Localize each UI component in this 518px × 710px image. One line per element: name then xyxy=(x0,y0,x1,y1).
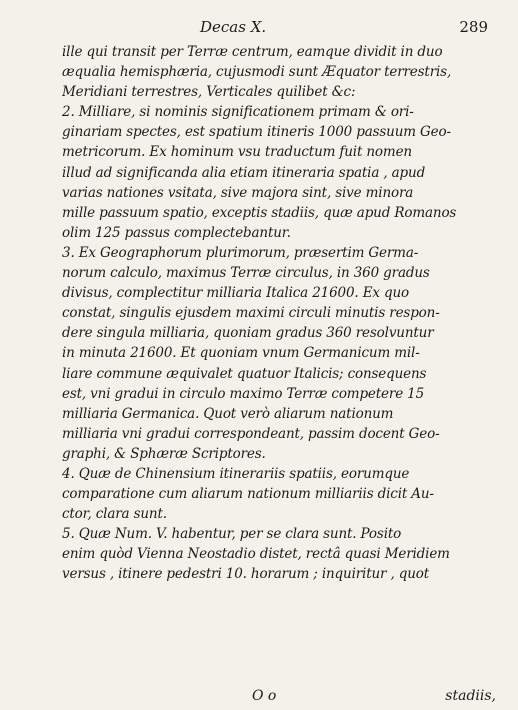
signature-mark: O o xyxy=(252,688,277,704)
text-line: norum calculo, maximus Terræ circulus, in 360 gradus xyxy=(62,265,430,282)
running-head: Decas X. xyxy=(200,18,267,36)
text-line: 3. Ex Geographorum plurimorum, præsertim Germa- xyxy=(62,244,419,261)
text-line: versus , itinere pedestri 10. horarum ; inquiritur , quot xyxy=(62,566,430,583)
text-line: ginariam spectes, est spatium itineris 1000 passuum Geo- xyxy=(62,124,451,141)
text-line: dere singula milliaria, quoniam gradus 360 resolvuntur xyxy=(62,325,434,342)
catchword-line xyxy=(60,688,500,708)
text-line: 4. Quæ de Chinensium itinerariis spatiis, eorumque xyxy=(62,465,410,482)
text-line: olim 125 passus complectebantur. xyxy=(62,224,291,241)
text-line: enim quòd Vienna Neostadio distet, rectâ quasi Meridiem xyxy=(62,546,450,563)
text-line: graphi, & Sphæræ Scriptores. xyxy=(62,445,266,462)
text-line: metricorum. Ex hominum vsu traductum fuit nomen xyxy=(62,144,412,161)
text-line: mille passuum spatio, exceptis stadiis, quæ apud Romanos xyxy=(62,204,457,221)
body-text xyxy=(62,42,500,585)
text-line: 5. Quæ Num. V. habentur, per se clara sunt. Posito xyxy=(62,526,402,543)
text-line: æqualia hemisphæria, cujusmodi sunt Æquator terrestris, xyxy=(62,64,452,81)
text-line: varias nationes vsitata, sive majora sint, sive minora xyxy=(62,184,414,201)
text-line: milliaria vni gradui correspondeant, passim docent Geo- xyxy=(62,425,440,442)
text-line: comparatione cum aliarum nationum milliariis dicit Au- xyxy=(62,486,434,503)
text-line: Meridiani terrestres, Verticales quilibet &c: xyxy=(62,84,356,101)
text-line: ille qui transit per Terræ centrum, eamque dividit in duo xyxy=(62,44,443,60)
text-line: ctor, clara sunt. xyxy=(62,506,167,523)
text-line: est, vni gradui in circulo maximo Terræ competere 15 xyxy=(62,385,425,402)
text-line: divisus, complectitur milliaria Italica 21600. Ex quo xyxy=(62,285,410,302)
page-number: 289 xyxy=(459,18,488,36)
catchword: stadiis, xyxy=(445,688,496,704)
text-line: 2. Milliare, si nominis significationem primam & ori- xyxy=(62,104,414,121)
text-line: illud ad significanda alia etiam itineraria spatia , apud xyxy=(62,164,426,181)
text-line: milliaria Germanica. Quot verò aliarum nationum xyxy=(62,405,394,422)
text-line: constat, singulis ejusdem maximi circuli minutis respon- xyxy=(62,305,440,322)
text-line: liare commune æquivalet quatuor Italicis; consequens xyxy=(62,365,427,382)
page-header xyxy=(60,18,488,38)
text-line: in minuta 21600. Et quoniam vnum Germanicum mil- xyxy=(62,345,420,362)
